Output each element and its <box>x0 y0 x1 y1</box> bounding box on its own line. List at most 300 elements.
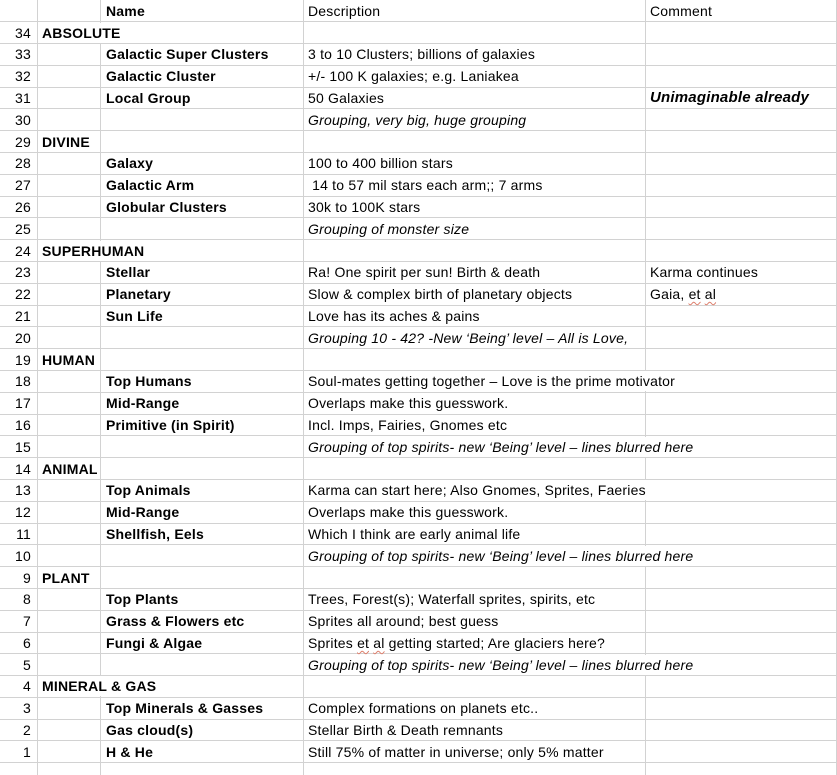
comment-cell[interactable] <box>646 240 837 261</box>
comment-cell[interactable] <box>646 175 837 196</box>
cell-text: 32 <box>15 68 31 85</box>
sheet-row <box>0 109 837 131</box>
sheet-row <box>0 633 837 655</box>
cell-text: Fungi & Algae <box>106 634 203 651</box>
cell-text: Unimaginable already <box>650 88 810 106</box>
name-cell[interactable] <box>101 131 304 152</box>
description-cell[interactable] <box>304 175 646 196</box>
comment-cell[interactable] <box>646 44 837 65</box>
category-cell[interactable] <box>38 676 157 697</box>
category-cell[interactable] <box>38 284 101 305</box>
row-number-cell[interactable] <box>0 589 38 610</box>
cell-text: 10 <box>15 547 31 564</box>
cell-text: Local Group <box>106 89 191 106</box>
name-cell[interactable] <box>101 763 304 775</box>
cell-text: Soul-mates getting together – Love is the prime motivator <box>308 373 676 390</box>
category-cell[interactable] <box>38 502 101 523</box>
cell-text: Gas cloud(s) <box>106 722 194 739</box>
row-number-cell[interactable] <box>0 66 38 87</box>
name-cell[interactable] <box>101 415 304 436</box>
comment-cell[interactable] <box>646 88 837 109</box>
category-cell[interactable] <box>38 306 101 327</box>
description-cell[interactable] <box>304 436 694 457</box>
comment-cell[interactable] <box>646 349 837 370</box>
category-cell[interactable] <box>38 567 101 588</box>
row-number-cell[interactable] <box>0 415 38 436</box>
cell-text: Slow & complex birth of planetary objects <box>308 286 573 303</box>
category-cell[interactable] <box>38 327 101 348</box>
comment-cell[interactable] <box>646 131 837 152</box>
category-cell[interactable] <box>38 197 101 218</box>
row-number-cell[interactable] <box>0 480 38 501</box>
category-cell[interactable] <box>38 393 101 414</box>
sheet-row <box>0 654 837 676</box>
name-cell[interactable] <box>101 197 304 218</box>
comment-cell[interactable] <box>646 741 837 762</box>
comment-cell[interactable] <box>646 480 837 501</box>
cell-text: Sprites <box>308 634 358 651</box>
category-cell[interactable] <box>38 22 121 43</box>
cell-text: Planetary <box>106 286 171 303</box>
description-cell[interactable] <box>304 218 646 239</box>
description-cell[interactable] <box>304 720 646 741</box>
cell-text: 21 <box>15 307 31 324</box>
row-number-cell[interactable] <box>0 175 38 196</box>
cell-text: 1 <box>23 743 31 760</box>
cell-text: Top Humans <box>106 373 192 390</box>
name-cell[interactable] <box>101 567 304 588</box>
cell-text: 18 <box>15 373 31 390</box>
description-cell[interactable] <box>304 197 646 218</box>
cell-text: HUMAN <box>42 351 96 368</box>
cell-text: 7 <box>23 613 31 630</box>
cell-text: Grouping of monster size <box>308 220 470 237</box>
cell-text: 50 Galaxies <box>308 89 385 106</box>
header-row <box>0 0 837 22</box>
cell-text: Top Animals <box>106 482 191 499</box>
cell-text: al <box>373 634 385 651</box>
category-cell[interactable] <box>38 698 101 719</box>
comment-cell[interactable] <box>646 393 837 414</box>
name-cell[interactable] <box>101 66 304 87</box>
cell-text: Galactic Arm <box>106 177 195 194</box>
cell-text: Shellfish, Eels <box>106 525 204 542</box>
cell-text: Complex formations on planets etc.. <box>308 700 539 717</box>
row-number-cell[interactable] <box>0 22 38 43</box>
category-cell[interactable] <box>38 131 101 152</box>
column-header-cell[interactable] <box>646 0 837 21</box>
comment-cell[interactable] <box>646 458 837 479</box>
cell-text: Stellar <box>106 264 151 281</box>
name-cell[interactable] <box>101 88 304 109</box>
cell-text: 3 to 10 Clusters; billions of galaxies <box>308 46 536 63</box>
cell-text: Grass & Flowers etc <box>106 613 245 630</box>
cell-text: Overlaps make this guesswork. <box>308 504 509 521</box>
cell-text: PLANT <box>42 569 90 586</box>
sheet-row <box>0 131 837 153</box>
category-cell[interactable] <box>38 415 101 436</box>
comment-cell[interactable] <box>646 524 837 545</box>
cell-text: Incl. Imps, Fairies, Gnomes etc <box>308 416 508 433</box>
cell-text: 14 to 57 mil stars each arm;; 7 arms <box>308 177 543 194</box>
category-cell[interactable] <box>38 589 101 610</box>
name-cell[interactable] <box>101 458 304 479</box>
description-cell[interactable] <box>304 327 646 348</box>
cell-text: 3 <box>23 700 31 717</box>
column-header-cell[interactable] <box>38 0 101 21</box>
row-number-cell[interactable] <box>0 763 38 775</box>
cell-text: Grouping of top spirits- new ‘Being’ level – lines blurred here <box>308 438 694 455</box>
cell-text: al <box>704 286 717 303</box>
description-cell[interactable] <box>304 306 646 327</box>
cell-text: 17 <box>15 395 31 412</box>
name-cell[interactable] <box>101 633 304 654</box>
cell-text: MINERAL & GAS <box>42 678 157 695</box>
description-cell[interactable] <box>304 763 646 775</box>
description-cell[interactable] <box>304 22 646 43</box>
row-number-cell[interactable] <box>0 611 38 632</box>
description-cell[interactable] <box>304 654 694 675</box>
description-cell[interactable] <box>304 545 694 566</box>
sheet-row <box>0 741 837 763</box>
sheet-row <box>0 175 837 197</box>
description-cell[interactable] <box>304 741 646 762</box>
cell-text: Globular Clusters <box>106 198 227 215</box>
description-cell[interactable] <box>304 589 646 610</box>
category-cell[interactable] <box>38 109 101 130</box>
cell-text: Top Minerals & Gasses <box>106 700 264 717</box>
cell-text: Galactic Cluster <box>106 68 216 85</box>
comment-cell[interactable] <box>646 611 837 632</box>
sheet-row <box>0 153 837 175</box>
description-cell[interactable] <box>304 698 646 719</box>
name-cell[interactable] <box>101 284 304 305</box>
comment-cell[interactable] <box>646 197 837 218</box>
filler-row <box>0 763 837 775</box>
cell-text: getting started; Are glaciers here? <box>384 634 605 651</box>
sheet-row <box>0 240 837 262</box>
comment-cell[interactable] <box>646 720 837 741</box>
row-number-cell[interactable] <box>0 197 38 218</box>
description-cell[interactable] <box>304 66 646 87</box>
sheet-row <box>0 284 837 306</box>
name-cell[interactable] <box>101 589 304 610</box>
cell-text: Name <box>106 2 145 19</box>
name-cell[interactable] <box>101 153 304 174</box>
description-cell[interactable] <box>304 502 646 523</box>
cell-text: 34 <box>15 24 31 41</box>
category-cell[interactable] <box>38 66 101 87</box>
cell-text: Still 75% of matter in universe; only 5% matter <box>308 743 604 760</box>
row-number-cell[interactable] <box>0 545 38 566</box>
comment-cell[interactable] <box>646 109 837 130</box>
cell-text: Galaxy <box>106 155 154 172</box>
row-number-cell[interactable] <box>0 676 38 697</box>
cell-text: Sun Life <box>106 307 163 324</box>
category-cell[interactable] <box>38 720 101 741</box>
cell-text: 19 <box>15 351 31 368</box>
row-number-cell[interactable] <box>0 524 38 545</box>
cell-text: H & He <box>106 743 154 760</box>
sheet-row <box>0 218 837 240</box>
name-cell[interactable] <box>101 480 304 501</box>
cell-text: 13 <box>15 482 31 499</box>
cell-text: Description <box>308 2 381 19</box>
name-cell[interactable] <box>101 44 304 65</box>
row-number-cell[interactable] <box>0 284 38 305</box>
description-cell[interactable] <box>304 371 676 392</box>
cell-text: Galactic Super Clusters <box>106 46 269 63</box>
row-number-cell[interactable] <box>0 458 38 479</box>
cell-text: DIVINE <box>42 133 90 150</box>
cell-text: Gaia, <box>650 286 689 303</box>
cell-text: 9 <box>23 569 31 586</box>
category-cell[interactable] <box>38 458 101 479</box>
name-cell[interactable] <box>101 218 304 239</box>
category-cell[interactable] <box>38 371 101 392</box>
description-cell[interactable] <box>304 131 646 152</box>
row-number-cell[interactable] <box>0 698 38 719</box>
sheet-row <box>0 306 837 328</box>
name-cell[interactable] <box>101 175 304 196</box>
comment-cell[interactable] <box>646 502 837 523</box>
row-number-cell[interactable] <box>0 131 38 152</box>
sheet-row <box>0 480 837 502</box>
comment-cell[interactable] <box>646 415 837 436</box>
cell-text: Karma continues <box>650 264 759 281</box>
row-number-cell[interactable] <box>0 741 38 762</box>
cell-text: 28 <box>15 155 31 172</box>
row-number-cell[interactable] <box>0 88 38 109</box>
row-number-cell[interactable] <box>0 240 38 261</box>
sheet-row <box>0 66 837 88</box>
sheet-row <box>0 720 837 742</box>
description-cell[interactable] <box>304 480 646 501</box>
cell-text: Primitive (in Spirit) <box>106 416 235 433</box>
description-cell[interactable] <box>304 458 646 479</box>
name-cell[interactable] <box>101 698 304 719</box>
sheet-row <box>0 524 837 546</box>
category-cell[interactable] <box>38 545 101 566</box>
name-cell[interactable] <box>101 393 304 414</box>
category-cell[interactable] <box>38 763 101 775</box>
cell-text: 100 to 400 billion stars <box>308 155 453 172</box>
category-cell[interactable] <box>38 436 101 457</box>
cell-text: 25 <box>15 220 31 237</box>
name-cell[interactable] <box>101 545 304 566</box>
cell-text: 30k to 100K stars <box>308 198 421 215</box>
category-cell[interactable] <box>38 524 101 545</box>
name-cell[interactable] <box>101 327 304 348</box>
sheet-row <box>0 197 837 219</box>
comment-cell[interactable] <box>646 633 837 654</box>
cell-text: 20 <box>15 329 31 346</box>
cell-text: Stellar Birth & Death remnants <box>308 722 504 739</box>
cell-text: 5 <box>23 656 31 673</box>
cell-text: 12 <box>15 504 31 521</box>
name-cell[interactable] <box>101 654 304 675</box>
row-number-cell[interactable] <box>0 218 38 239</box>
row-number-cell[interactable] <box>0 436 38 457</box>
cell-text: 27 <box>15 177 31 194</box>
row-number-cell[interactable] <box>0 633 38 654</box>
name-cell[interactable] <box>101 262 304 283</box>
sheet-row <box>0 567 837 589</box>
description-cell[interactable] <box>304 567 646 588</box>
cell-text: 29 <box>15 133 31 150</box>
category-cell[interactable] <box>38 654 101 675</box>
comment-cell[interactable] <box>646 262 837 283</box>
sheet-row <box>0 436 837 458</box>
comment-cell[interactable] <box>646 284 837 305</box>
category-cell[interactable] <box>38 240 145 261</box>
cell-text: Which I think are early animal life <box>308 525 521 542</box>
description-cell[interactable] <box>304 88 646 109</box>
name-cell[interactable] <box>101 306 304 327</box>
column-header-cell[interactable] <box>101 0 304 21</box>
name-cell[interactable] <box>101 371 304 392</box>
comment-cell[interactable] <box>646 306 837 327</box>
row-number-cell[interactable] <box>0 327 38 348</box>
comment-cell[interactable] <box>646 589 837 610</box>
name-cell[interactable] <box>101 109 304 130</box>
description-cell[interactable] <box>304 262 646 283</box>
description-cell[interactable] <box>304 393 646 414</box>
description-cell[interactable] <box>304 633 646 654</box>
comment-cell[interactable] <box>646 698 837 719</box>
sheet-row <box>0 502 837 524</box>
cell-text: 31 <box>15 89 31 106</box>
category-cell[interactable] <box>38 611 101 632</box>
cell-text: Grouping, very big, huge grouping <box>308 111 527 128</box>
description-cell[interactable] <box>304 153 646 174</box>
sheet-row <box>0 589 837 611</box>
column-header-cell[interactable] <box>0 0 38 21</box>
description-cell[interactable] <box>304 44 646 65</box>
comment-cell[interactable] <box>646 763 837 775</box>
sheet-row <box>0 676 837 698</box>
cell-text: 30 <box>15 111 31 128</box>
name-cell[interactable] <box>101 611 304 632</box>
column-header-cell[interactable] <box>304 0 646 21</box>
comment-cell[interactable] <box>646 66 837 87</box>
row-number-cell[interactable] <box>0 502 38 523</box>
sheet-row <box>0 545 837 567</box>
cell-text: 23 <box>15 264 31 281</box>
cell-text: Mid-Range <box>106 504 180 521</box>
cell-text: Grouping of top spirits- new ‘Being’ level – lines blurred here <box>308 656 694 673</box>
cell-text: Trees, Forest(s); Waterfall sprites, spirits, etc <box>308 591 596 608</box>
row-number-cell[interactable] <box>0 44 38 65</box>
cell-text: 11 <box>16 525 31 542</box>
name-cell[interactable] <box>101 436 304 457</box>
category-cell[interactable] <box>38 480 101 501</box>
cell-text: 6 <box>23 634 31 651</box>
sheet-row <box>0 262 837 284</box>
row-number-cell[interactable] <box>0 720 38 741</box>
sheet-row <box>0 88 837 110</box>
name-cell[interactable] <box>101 502 304 523</box>
description-cell[interactable] <box>304 349 646 370</box>
cell-text: Comment <box>650 2 713 19</box>
description-cell[interactable] <box>304 240 646 261</box>
cell-text: Karma can start here; Also Gnomes, Sprites, Faeries <box>308 482 646 499</box>
row-number-cell[interactable] <box>0 371 38 392</box>
description-cell[interactable] <box>304 109 646 130</box>
category-cell[interactable] <box>38 741 101 762</box>
description-cell[interactable] <box>304 611 646 632</box>
cell-text: 22 <box>15 286 31 303</box>
cell-text: 24 <box>15 242 31 259</box>
row-number-cell[interactable] <box>0 393 38 414</box>
name-cell[interactable] <box>101 349 304 370</box>
description-cell[interactable] <box>304 415 646 436</box>
sheet-row <box>0 44 837 66</box>
cell-text: et <box>357 634 370 651</box>
category-cell[interactable] <box>38 153 101 174</box>
category-cell[interactable] <box>38 218 101 239</box>
row-number-cell[interactable] <box>0 262 38 283</box>
cell-text: Overlaps make this guesswork. <box>308 395 509 412</box>
cell-text: Grouping 10 - 42? -New ‘Being’ level – All is Love, <box>308 329 629 346</box>
row-number-cell[interactable] <box>0 654 38 675</box>
cell-text: 15 <box>15 438 31 455</box>
cell-text: 16 <box>15 416 31 433</box>
cell-text: SUPERHUMAN <box>42 242 145 259</box>
row-number-cell[interactable] <box>0 153 38 174</box>
cell-text: Ra! One spirit per sun! Birth & death <box>308 264 541 281</box>
row-number-cell[interactable] <box>0 349 38 370</box>
sheet-row <box>0 349 837 371</box>
cell-text: 14 <box>15 460 31 477</box>
description-cell[interactable] <box>304 284 646 305</box>
row-number-cell[interactable] <box>0 306 38 327</box>
sheet-row <box>0 22 837 44</box>
sheet-row <box>0 371 837 393</box>
category-cell[interactable] <box>38 175 101 196</box>
description-cell[interactable] <box>304 676 646 697</box>
category-cell[interactable] <box>38 349 101 370</box>
category-cell[interactable] <box>38 88 101 109</box>
row-number-cell[interactable] <box>0 567 38 588</box>
name-cell[interactable] <box>101 720 304 741</box>
comment-cell[interactable] <box>646 567 837 588</box>
comment-cell[interactable] <box>646 327 837 348</box>
cell-text: ANIMAL <box>42 460 98 477</box>
category-cell[interactable] <box>38 44 101 65</box>
comment-cell[interactable] <box>646 218 837 239</box>
name-cell[interactable] <box>101 524 304 545</box>
category-cell[interactable] <box>38 262 101 283</box>
sheet-row <box>0 611 837 633</box>
cell-text: et <box>688 286 701 303</box>
description-cell[interactable] <box>304 524 646 545</box>
cell-text: +/- 100 K galaxies; e.g. Laniakea <box>308 68 519 85</box>
sheet-row <box>0 415 837 437</box>
row-number-cell[interactable] <box>0 109 38 130</box>
name-cell[interactable] <box>101 741 304 762</box>
comment-cell[interactable] <box>646 153 837 174</box>
sheet-row <box>0 458 837 480</box>
comment-cell[interactable] <box>646 676 837 697</box>
cell-text: 4 <box>23 678 31 695</box>
cell-text: Mid-Range <box>106 395 180 412</box>
category-cell[interactable] <box>38 633 101 654</box>
cell-text: Love has its aches & pains <box>308 307 480 324</box>
comment-cell[interactable] <box>646 22 837 43</box>
name-cell[interactable] <box>101 22 304 43</box>
cell-text: 8 <box>23 591 31 608</box>
